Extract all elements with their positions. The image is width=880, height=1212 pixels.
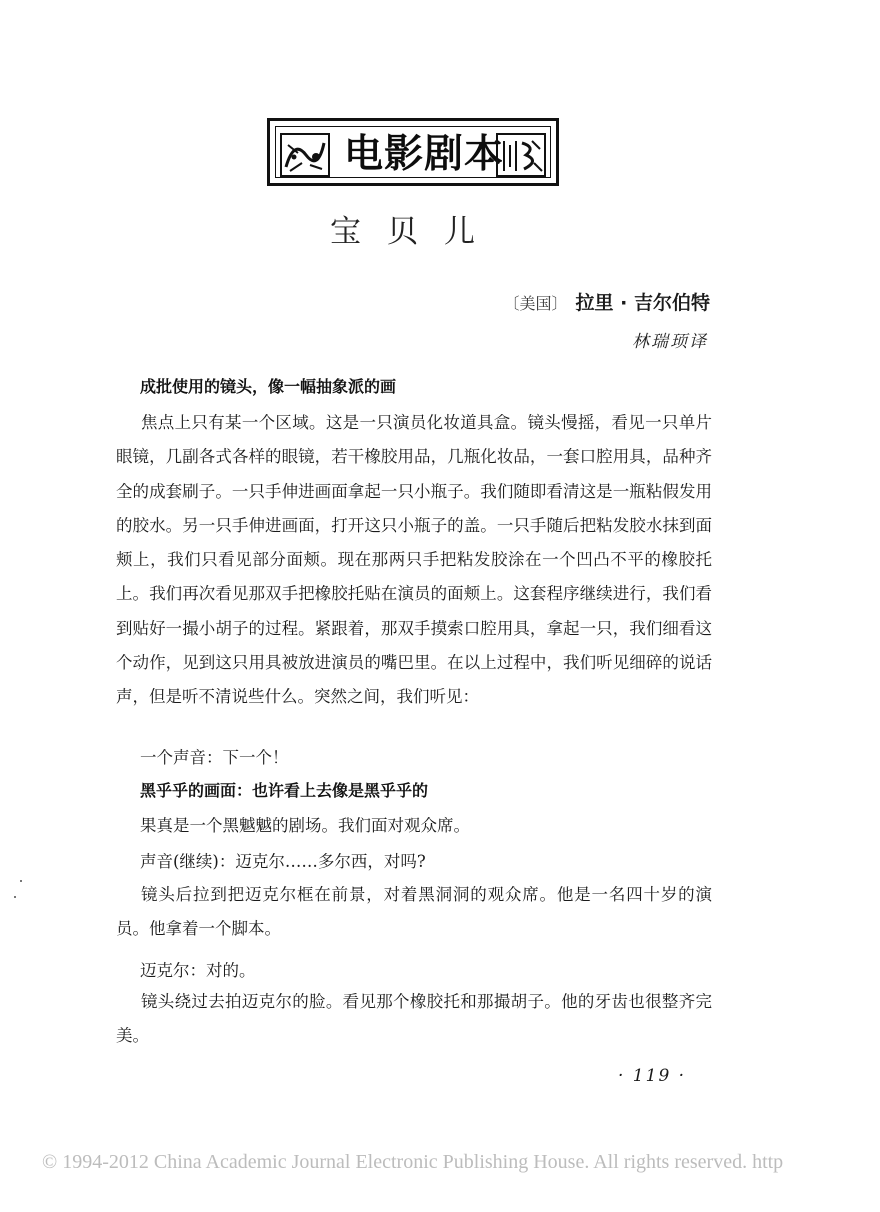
copyright-notice: © 1994-2012 China Academic Journal Electronic Publishing House. All rights reserved. http <box>42 1151 784 1173</box>
dialogue-michael: 迈克尔：对的。 <box>140 961 256 980</box>
author-origin: 〔美国〕 <box>503 294 568 313</box>
left-ornament-icon <box>280 133 330 177</box>
paragraph-2: 镜头后拉到把迈克尔框在前景，对着黑洞洞的观众席。他是一名四十岁的演员。他拿着一个脚本。 <box>116 885 712 939</box>
line-theater: 果真是一个黑魆魆的剧场。我们面对观众席。 <box>140 816 470 835</box>
paragraph-3: 镜头绕过去拍迈克尔的脸。看见那个橡胶托和那撮胡子。他的牙齿也很整齐完美。 <box>116 992 712 1046</box>
section-banner <box>267 118 559 186</box>
margin-mark <box>14 896 16 898</box>
margin-mark <box>20 880 22 882</box>
script-title: 宝贝儿 <box>330 214 501 250</box>
section-heading-1: 成批使用的镜头，像一幅抽象派的画 <box>140 377 397 396</box>
banner-title: 电影剧本 <box>344 132 505 177</box>
translator-line: 林瑞顼译 <box>632 332 708 352</box>
author-name: 拉里 · 吉尔伯特 <box>575 292 710 314</box>
dialogue-voice-2: 声音(继续)：迈克尔……多尔西，对吗? <box>140 852 426 871</box>
right-ornament-icon <box>496 133 546 177</box>
dialogue-voice-1: 一个声音：下一个！ <box>140 748 289 767</box>
paragraph-1: 焦点上只有某一个区域。这是一只演员化妆道具盒。镜头慢摇，看见一只单片眼镜，几副各式各样的眼镜，若干橡胶用品，几瓶化妆品，一套口腔用具，品种齐全的成套刷子。一只手伸进画面拿起一只小瓶子。我们随即看清这是一瓶粘假发用的胶水。另一只手伸进画面，打开这只小瓶子的盖。一只手随后把粘发胶水抹到面颊上，我们只看见部分面颊。现在那两只手把粘发胶涂在一个凹凸不平的橡胶托上。我们再次看见那双手把橡胶托贴在演员的面颊上。这套程序继续进行，我们看到贴好一撮小胡子的过程。紧跟着，那双手摸索口腔用具，拿起一只，我们细看这个动作，见到这只用具被放进演员的嘴巴里。在以上过程中，我们听见细碎的说话声，但是听不清说些什么。突然之间，我们听见： <box>116 413 712 707</box>
section-heading-2: 黑乎乎的画面：也许看上去像是黑乎乎的 <box>140 781 429 800</box>
banner-inner-frame <box>275 126 551 178</box>
page-number: · 119 · <box>618 1066 687 1086</box>
author-line <box>504 288 710 315</box>
